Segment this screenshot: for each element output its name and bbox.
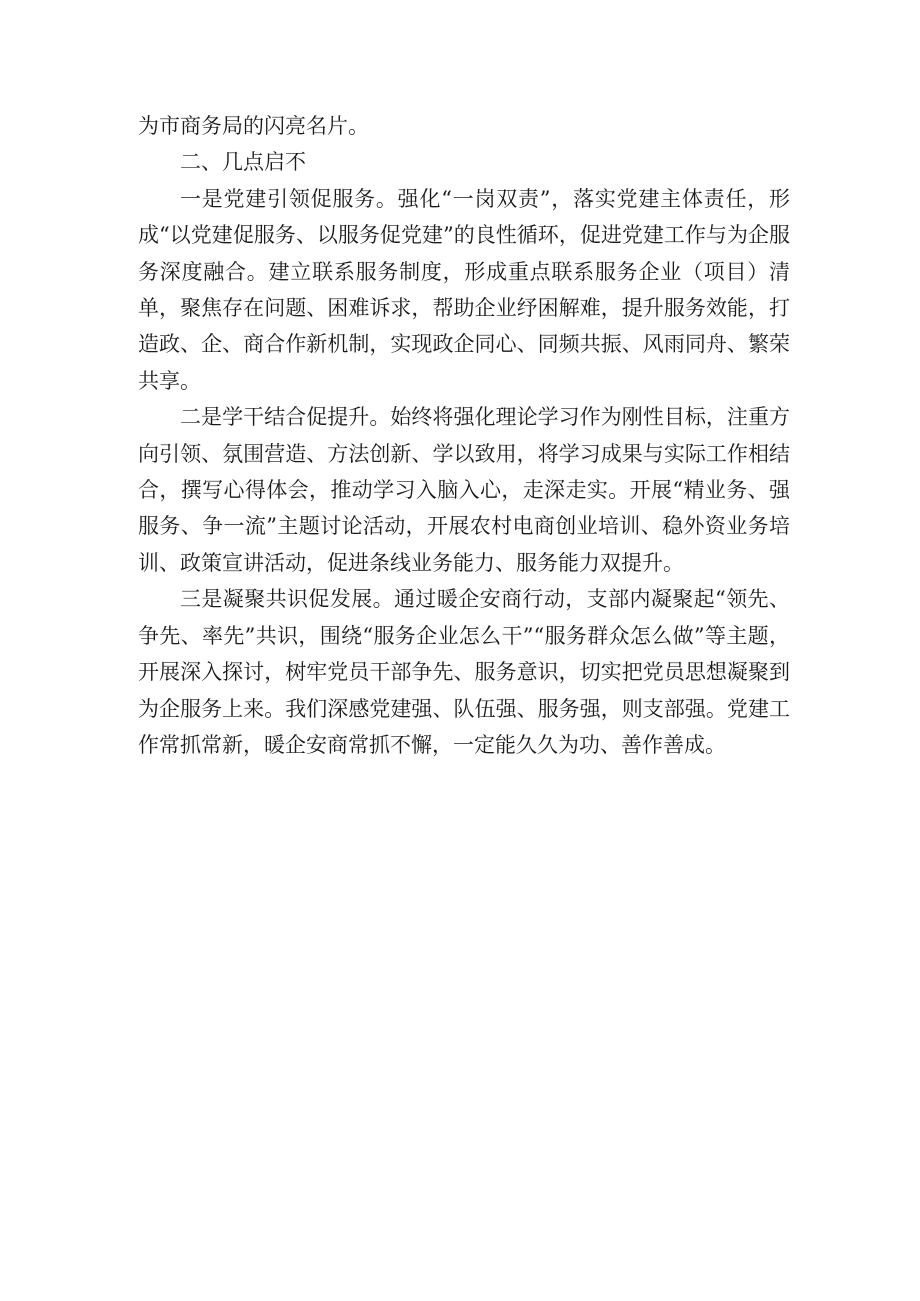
paragraph-consensus: 三是凝聚共识促发展。通过暖企安商行动，支部内凝聚起“领先、争先、率先”共识，围绕“服务企业怎么干”“服务群众怎么做”等主题，开展深入探讨，树牢党员干部争先、服务意识，切实把党员思想凝聚到为企服务上来。我们深感党建强、队伍强、服务强，则支部强。党建工作常抓常新，暖企安商常抓不懈，一定能久久为功、善作善成。 <box>138 587 790 757</box>
paragraph-party-building: 一是党建引领促服务。强化“一岗双责”，落实党建主体责任，形成“以党建促服务、以服务促党建”的良性循环，促进党建工作与为企服务深度融合。建立联系服务制度，形成重点联系服务企业（项目）清单，聚焦存在问题、困难诉求，帮助企业纾困解难，提升服务效能，打造政、企、商合作新机制，实现政企同心、同频共振、风雨同舟、繁荣共享。 <box>138 186 790 393</box>
section-heading: 二、几点启不 <box>180 150 306 175</box>
document-body <box>138 108 790 763</box>
paragraph-continuation: 为市商务局的闪亮名片。 <box>138 114 369 138</box>
paragraph-study-work: 二是学干结合促提升。始终将强化理论学习作为刚性目标，注重方向引领、氛围营造、方法创新、学以致用，将学习成果与实际工作相结合，撰写心得体会，推动学习入脑入心，走深走实。开展“精业务、强服务、争一流”主题讨论活动，开展农村电商创业培训、稳外资业务培训、政策宣讲活动，促进条线业务能力、服务能力双提升。 <box>138 405 790 575</box>
